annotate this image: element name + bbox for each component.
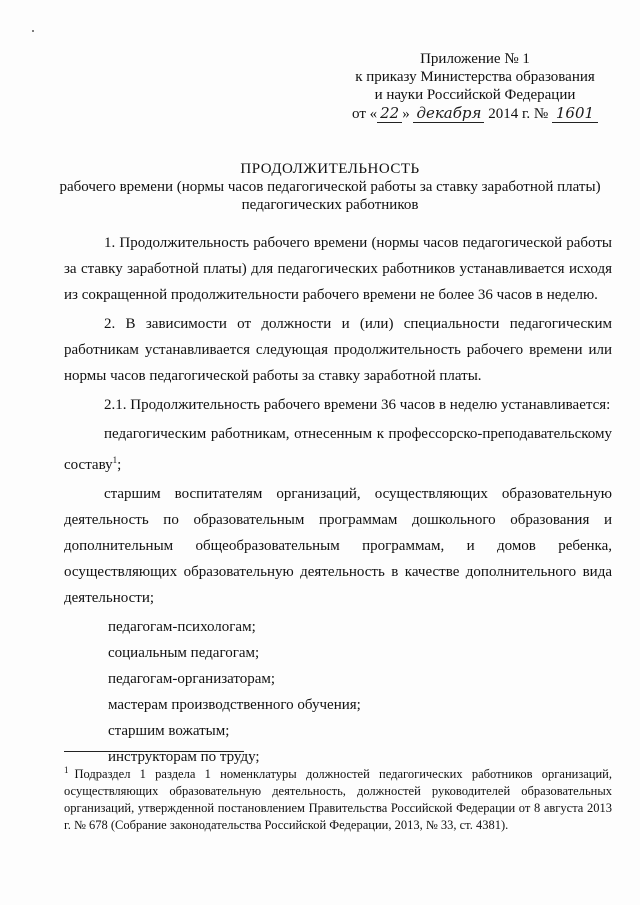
order-number-handwritten: 1601 (552, 104, 598, 123)
footnote-mark: 1 (64, 765, 69, 775)
teaching-staff-end: ; (117, 457, 122, 473)
list-item: инструкторам по труду; (108, 749, 260, 765)
list-item: педагогам-организаторам; (108, 671, 276, 687)
footnote-divider (64, 751, 244, 752)
footnote-text: Подраздел 1 раздела 1 номенклатуры должностей педагогических работников организаций, осуществляющих образовательную деятельность, должностей руководителей образовательных организаций, утвержденной постановлением Правительства Российской Федерации от 8 августа 2013 г. № 678 (Собрание законодательства Российской Федерации, 2013, № 33, ст. 4381). (64, 767, 612, 833)
appendix-ministry: и науки Российской Федерации (374, 87, 576, 103)
footnote-ref: 1 (112, 455, 118, 465)
appendix-header (330, 50, 620, 123)
appendix-number: Приложение № 1 (420, 51, 530, 67)
document-title (40, 160, 620, 214)
paragraph-2-1: 2.1. Продолжительность рабочего времени 36 часов в неделю устанавливается: (104, 397, 611, 413)
date-prefix: от « (352, 106, 378, 122)
position-list (64, 614, 612, 770)
title-subtitle-2: педагогических работников (241, 197, 419, 213)
teaching-staff-text: педагогическим работникам, отнесенным к профессорско-преподавательскому составу (64, 426, 612, 473)
appendix-date-line (330, 104, 620, 123)
list-item: социальным педагогам; (108, 645, 260, 661)
list-item: педагогам-психологам; (108, 619, 256, 635)
date-year: 2014 г. № (488, 106, 549, 122)
document-body (64, 230, 612, 770)
date-month-handwritten: декабря (413, 104, 484, 123)
paragraph-2: 2. В зависимости от должности и (или) специальности педагогическим работникам устанавливается следующая продолжительность рабочего времени или нормы часов педагогической работы за ставку заработной платы. (64, 316, 612, 384)
scan-speck (32, 30, 34, 32)
title-subtitle-1: рабочего времени (нормы часов педагогической работы за ставку заработной платы) (59, 179, 601, 195)
list-item: старшим вожатым; (108, 723, 230, 739)
paragraph-senior-educators: старшим воспитателям организаций, осуществляющих образовательную деятельность по образовательным программам дошкольного образования и дополнительным общеобразовательным программам, и домов ребенка, осуществляющих образовательную деятельность в качестве дополнительного вида деятельности; (64, 486, 612, 606)
date-day-handwritten: 22 (377, 104, 402, 123)
date-mid: » (402, 106, 414, 122)
list-item: мастерам производственного обучения; (108, 697, 361, 713)
footnote (64, 762, 612, 834)
paragraph-teaching-staff (64, 421, 612, 478)
title-heading: ПРОДОЛЖИТЕЛЬНОСТЬ (240, 161, 420, 177)
paragraph-1: 1. Продолжительность рабочего времени (нормы часов педагогической работы за ставку заработной платы) для педагогических работников устанавливается исходя из сокращенной продолжительности рабочего времени не более 36 часов в неделю. (64, 235, 612, 303)
appendix-order-ref: к приказу Министерства образования (355, 69, 595, 85)
